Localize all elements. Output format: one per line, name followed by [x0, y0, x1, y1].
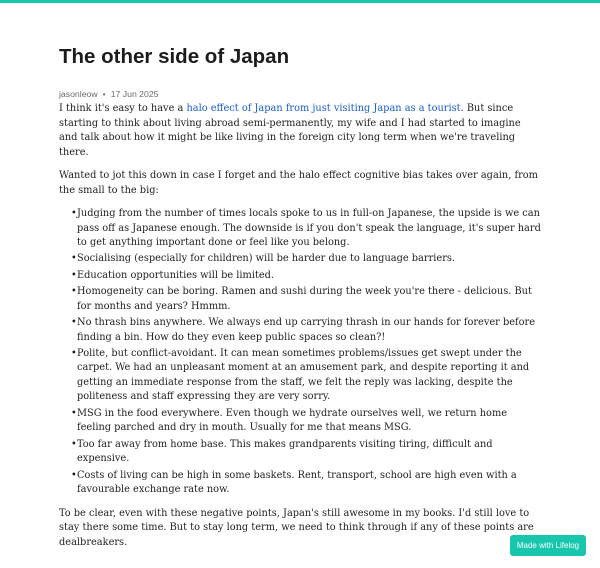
post-date: 17 Jun 2025 — [110, 89, 159, 99]
author-name[interactable]: jasonleow — [59, 89, 98, 99]
post-title: The other side of Japan — [59, 45, 290, 68]
blog-post — [59, 44, 541, 559]
points-list — [59, 207, 541, 498]
list-item: • Too far away from home base. This makes grandparents visiting tiring, difficult and expensive. — [77, 438, 541, 467]
list-item: • Costs of living can be high in some baskets. Rent, transport, school are high even with a favourable exchange rate now. — [77, 469, 541, 498]
made-with-lifelog-button[interactable]: Made with Lifelog — [510, 535, 586, 556]
list-item: • MSG in the food everywhere. Even though we hydrate ourselves well, we return home feeling parched and dry in mouth. Usually for me that means MSG. — [77, 407, 541, 436]
conclusion-paragraph: To be clear, even with these negative points, Japan's still awesome in my books. I'd still love to stay there some time. But to stay long term, we need to think through if any of these points are dealbreakers. — [59, 507, 534, 548]
list-item: • Socialising (especially for children) will be harder due to language barriers. — [77, 252, 541, 267]
intro-paragraph: I think it's easy to have a halo effect of Japan from just visiting Japan as a tourist. But since starting to think about living abroad semi-permanently, my wife and I had started to imagine and talk about how it might be like living in the foreign city long term when we're traveling there. — [59, 103, 521, 158]
list-item: • Polite, but conflict-avoidant. It can mean sometimes problems/issues get swept under the carpet. We had an unpleasant moment at an amusement park, and despite reporting it and getting an immediate response from the staff, we felt the reply was lacking, despite the politeness and staff expressing they are very sorry. — [77, 347, 541, 405]
post-body — [59, 102, 541, 550]
list-item: • Judging from the number of times locals spoke to us in full-on Japanese, the upside is we can pass off as Japanese enough. The downside is if you don't speak the language, it's super hard to get anything important done or feel like you belong. — [77, 207, 541, 251]
halo-effect-link[interactable]: halo effect of Japan from just visiting Japan as a tourist — [186, 103, 461, 114]
list-item: • Education opportunities will be limited. — [77, 269, 541, 284]
top-accent-bar — [0, 0, 600, 3]
list-item: • No thrash bins anywhere. We always end up carrying thrash in our hands for forever before finding a bin. How do they even keep public spaces so clean?! — [77, 316, 541, 345]
list-item: • Homogeneity can be boring. Ramen and sushi during the week you're there - delicious. But for months and years? Hmmm. — [77, 285, 541, 314]
meta-separator: • — [102, 89, 106, 99]
lead-paragraph: Wanted to jot this down in case I forget and the halo effect cognitive bias takes over again, from the small to the big: — [59, 170, 538, 196]
post-meta — [59, 87, 541, 101]
